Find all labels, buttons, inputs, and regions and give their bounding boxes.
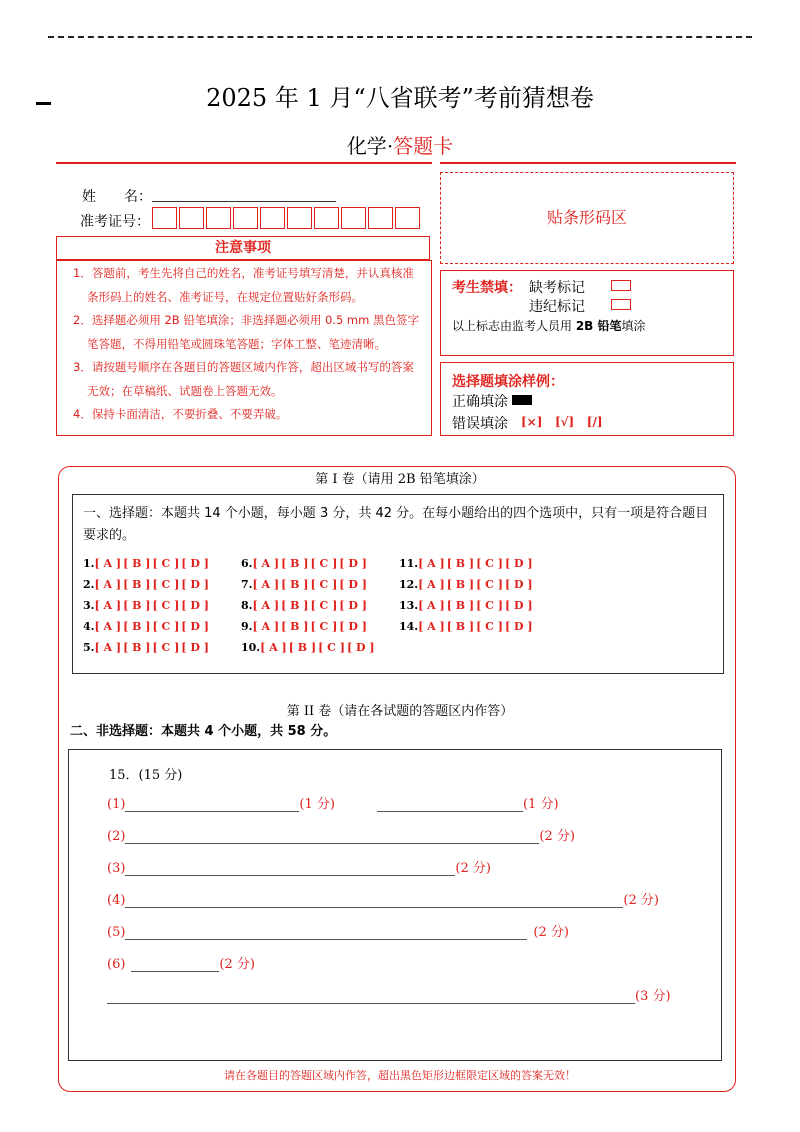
mc-question: 6. [ A ] [ B ] [ C ] [ D ] (241, 557, 367, 570)
violation-label: 违纪标记 (529, 299, 585, 315)
notice-header-box (56, 236, 430, 260)
mc-question: 5. [ A ] [ B ] [ C ] [ D ] (83, 641, 209, 654)
title-rule-left (56, 162, 432, 164)
cut-line (48, 36, 752, 38)
mc-column-3 (399, 553, 535, 637)
notice-item: 4．保持卡面清洁，不要折叠、不要弄破。 (73, 407, 288, 421)
mc-question: 11. [ A ] [ B ] [ C ] [ D ] (399, 557, 533, 570)
q15-row-4: (4) (2 分) (107, 893, 659, 908)
barcode-label: 贴条形码区 (546, 208, 627, 227)
name-field[interactable] (152, 201, 336, 202)
exam-marks-box (440, 270, 734, 356)
q15-row-6: (6) (2 分) (107, 957, 255, 972)
mc-section (72, 494, 724, 674)
answer-line[interactable] (125, 875, 455, 876)
q15-answer-box (68, 749, 722, 1061)
notice-body (56, 260, 432, 436)
answer-line[interactable] (377, 811, 523, 812)
notice-item: 2．选择题必须用 2B 铅笔填涂；非选择题必须用 0.5 mm 黑色签字笔答题，不得用铅笔或圆珠笔答题；字体工整、笔迹清晰。 (73, 313, 419, 351)
name-label: 姓 名： (82, 189, 152, 205)
fill-sample-box (440, 362, 734, 436)
mc-question: 1. [ A ] [ B ] [ C ] [ D ] (83, 557, 209, 570)
id-cell[interactable] (368, 207, 393, 229)
answer-card-label: 答题卡 (393, 134, 454, 158)
q15-row-7: (3 分) (107, 986, 671, 1004)
mc-question: 7. [ A ] [ B ] [ C ] [ D ] (241, 578, 367, 591)
id-cell[interactable] (314, 207, 339, 229)
id-cell[interactable] (233, 207, 258, 229)
notice-item: 3．请按题号顺序在各题目的答题区域内作答，超出区域书写的答案无效；在草稿纸、试题卷上答题无效。 (73, 360, 414, 398)
answer-line[interactable] (125, 939, 527, 940)
id-cell[interactable] (152, 207, 177, 229)
mc-question: 8. [ A ] [ B ] [ C ] [ D ] (241, 599, 367, 612)
id-cell[interactable] (206, 207, 231, 229)
mc-question: 10. [ A ] [ B ] [ C ] [ D ] (241, 641, 375, 654)
id-label: 准考证号： (80, 214, 150, 230)
exam-marks-title: 考生禁填： (452, 280, 522, 296)
answer-line[interactable] (125, 843, 539, 844)
part2-heading: 第 II 卷（请在各试题的答题区内作答） (286, 704, 514, 719)
part2-instruction: 二、非选择题：本题共 4 个小题，共 58 分。 (70, 724, 337, 739)
mc-question: 12. [ A ] [ B ] [ C ] [ D ] (399, 578, 533, 591)
mc-column-1 (83, 553, 211, 658)
wrong-fill-label: 错误填涂 (452, 416, 508, 432)
q15-row-5: (5) (2 分) (107, 925, 569, 940)
id-number-cells[interactable] (152, 207, 422, 229)
card-subtitle: 化学·答题卡 (346, 134, 454, 158)
absent-mark-box[interactable] (611, 280, 631, 291)
mc-question: 2. [ A ] [ B ] [ C ] [ D ] (83, 578, 209, 591)
violation-mark-box[interactable] (611, 299, 631, 310)
answer-line[interactable] (107, 1003, 635, 1004)
wrong-fill-samples: [×] [√] [/] (521, 415, 603, 429)
id-cell[interactable] (395, 207, 420, 229)
correct-fill-label: 正确填涂 (452, 394, 508, 410)
mc-question: 14. [ A ] [ B ] [ C ] [ D ] (399, 620, 533, 633)
mc-question: 13. [ A ] [ B ] [ C ] [ D ] (399, 599, 533, 612)
answer-line[interactable] (125, 907, 623, 908)
q15-title: 15．(15 分) (109, 768, 183, 783)
mc-question: 3. [ A ] [ B ] [ C ] [ D ] (83, 599, 209, 612)
q15-row-3: (3) (2 分) (107, 861, 491, 876)
page-title: 2025 年 1 月“八省联考”考前猜想卷 (206, 84, 594, 112)
id-cell[interactable] (179, 207, 204, 229)
notice-heading: 注意事项 (215, 240, 271, 256)
mc-question: 9. [ A ] [ B ] [ C ] [ D ] (241, 620, 367, 633)
answer-line[interactable] (125, 811, 299, 812)
correct-fill-sample (512, 395, 532, 405)
mc-column-2 (241, 553, 377, 658)
title-rule-right (440, 162, 736, 164)
notice-item: 1．答题前，考生先将自己的姓名，准考证号填写清楚，并认真核准条形码上的姓名、准考证号，在规定位置贴好条形码。 (73, 266, 414, 304)
answer-line[interactable] (131, 971, 219, 972)
footer-warning: 请在各题目的答题区域内作答，超出黑色矩形边框限定区域的答案无效！ (224, 1069, 576, 1082)
mc-instruction: 一、选择题：本题共 14 个小题，每小题 3 分，共 42 分。在每小题给出的四个选项中，只有一项是符合题目要求的。 (83, 506, 709, 543)
id-cell[interactable] (260, 207, 285, 229)
q15-row-2: (2) (2 分) (107, 829, 575, 844)
barcode-area (440, 172, 734, 264)
q15-row-1: (1) (1 分) (1 分) (107, 797, 559, 812)
mc-question: 4. [ A ] [ B ] [ C ] [ D ] (83, 620, 209, 633)
id-cell[interactable] (287, 207, 312, 229)
exam-marks-note: 以上标志由监考人员用 2B 铅笔填涂 (452, 319, 646, 333)
id-cell[interactable] (341, 207, 366, 229)
fill-sample-title: 选择题填涂样例： (452, 374, 564, 390)
absent-label: 缺考标记 (529, 280, 585, 296)
subject-label: 化学 (346, 134, 387, 158)
part1-heading: 第 I 卷（请用 2B 铅笔填涂） (315, 472, 485, 487)
